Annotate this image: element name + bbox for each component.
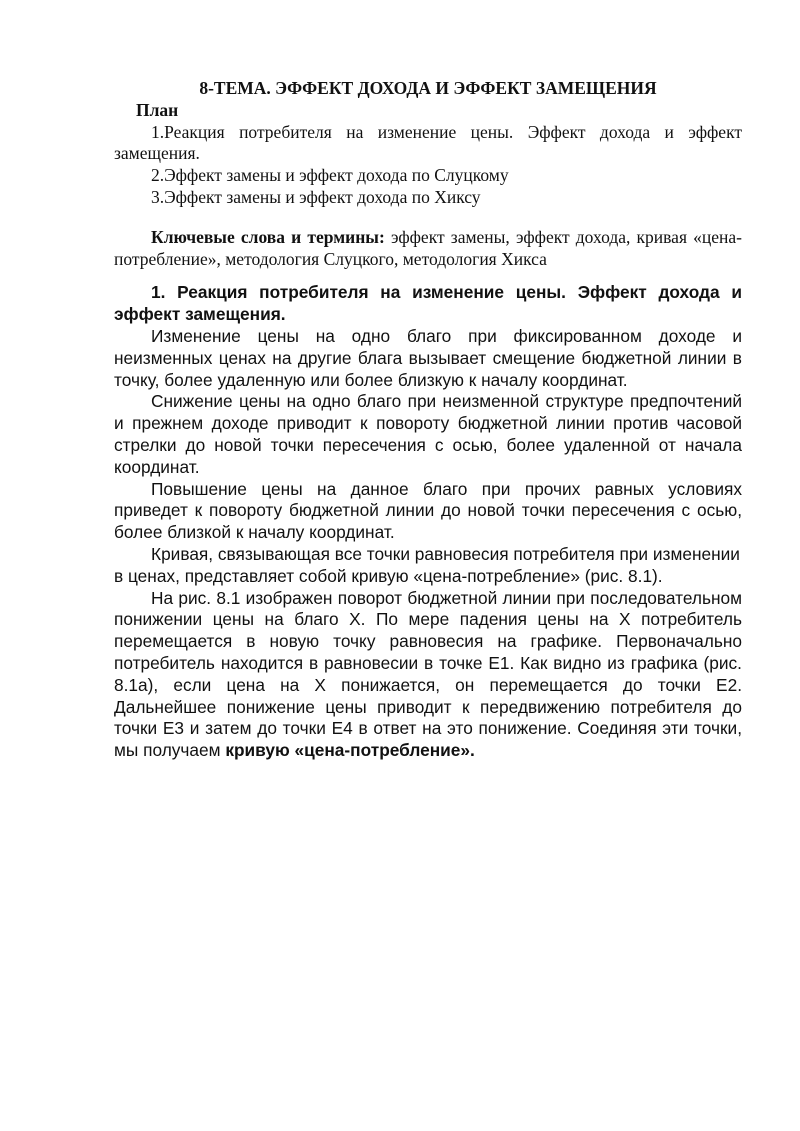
- page-title: 8-ТЕМА. ЭФФЕКТ ДОХОДА И ЭФФЕКТ ЗАМЕЩЕНИЯ: [199, 78, 657, 98]
- plan-item-2: 2.Эффект замены и эффект дохода по Слуцкому: [151, 165, 509, 186]
- document-body: [114, 78, 742, 762]
- paragraph-4: Кривая, связывающая все точки равновесия потребителя при изменении в ценах, представляет собой кривую «цена-потребление» (рис. 8.1).: [114, 543, 740, 586]
- paragraph-2: Снижение цены на одно благо при неизменной структуре предпочтений и прежнем доходе приводит к повороту бюджетной линии против часовой стрелки до новой точки пересечения с осью, более удаленной от начала координат.: [114, 391, 742, 477]
- plan-heading: План: [136, 99, 179, 120]
- paragraph-5-bold-term: кривую «цена-потребление».: [225, 740, 475, 761]
- section-heading: [114, 282, 742, 326]
- paragraph-1: Изменение цены на одно благо при фиксированном доходе и неизменных ценах на другие блага вызывает смещение бюджетной линии в точку, более удаленную или более близкую к началу координат.: [114, 325, 742, 390]
- keywords-text: эффект замены, эффект дохода, кривая «цена-потребление», методология Слуцкого, методология Хикса: [114, 226, 742, 269]
- section-heading-text: 1. Реакция потребителя на изменение цены. Эффект дохода и эффект замещения.: [114, 282, 742, 325]
- keywords-label: Ключевые слова и термины:: [151, 226, 385, 247]
- paragraph-5: [114, 588, 742, 762]
- plan-item-1: 1.Реакция потребителя на изменение цены. Эффект дохода и эффект замещения.: [114, 121, 742, 164]
- paragraph-3: Повышение цены на данное благо при прочих равных условиях приведет к повороту бюджетной линии до новой точки пересечения с осью, более близкой к началу координат.: [114, 478, 742, 543]
- paragraph-5-text: На рис. 8.1 изображен поворот бюджетной линии при последовательном понижении цены на благо X. По мере падения цены на X потребитель перемещается в новую точку равновесия на графике. Первоначально потребитель находится в равновесии в точке E1. Как видно из графика (рис. 8.1а), если цена на X понижается, он перемещается до точки E2. Дальнейшее понижение цены приводит к передвижению потребителя до точки E3 и затем до точки E4 в ответ на это понижение. Соединяя эти точки, мы получаем: [114, 587, 742, 761]
- plan-item-3: 3.Эффект замены и эффект дохода по Хиксу: [151, 186, 481, 207]
- keywords-paragraph: [114, 227, 742, 271]
